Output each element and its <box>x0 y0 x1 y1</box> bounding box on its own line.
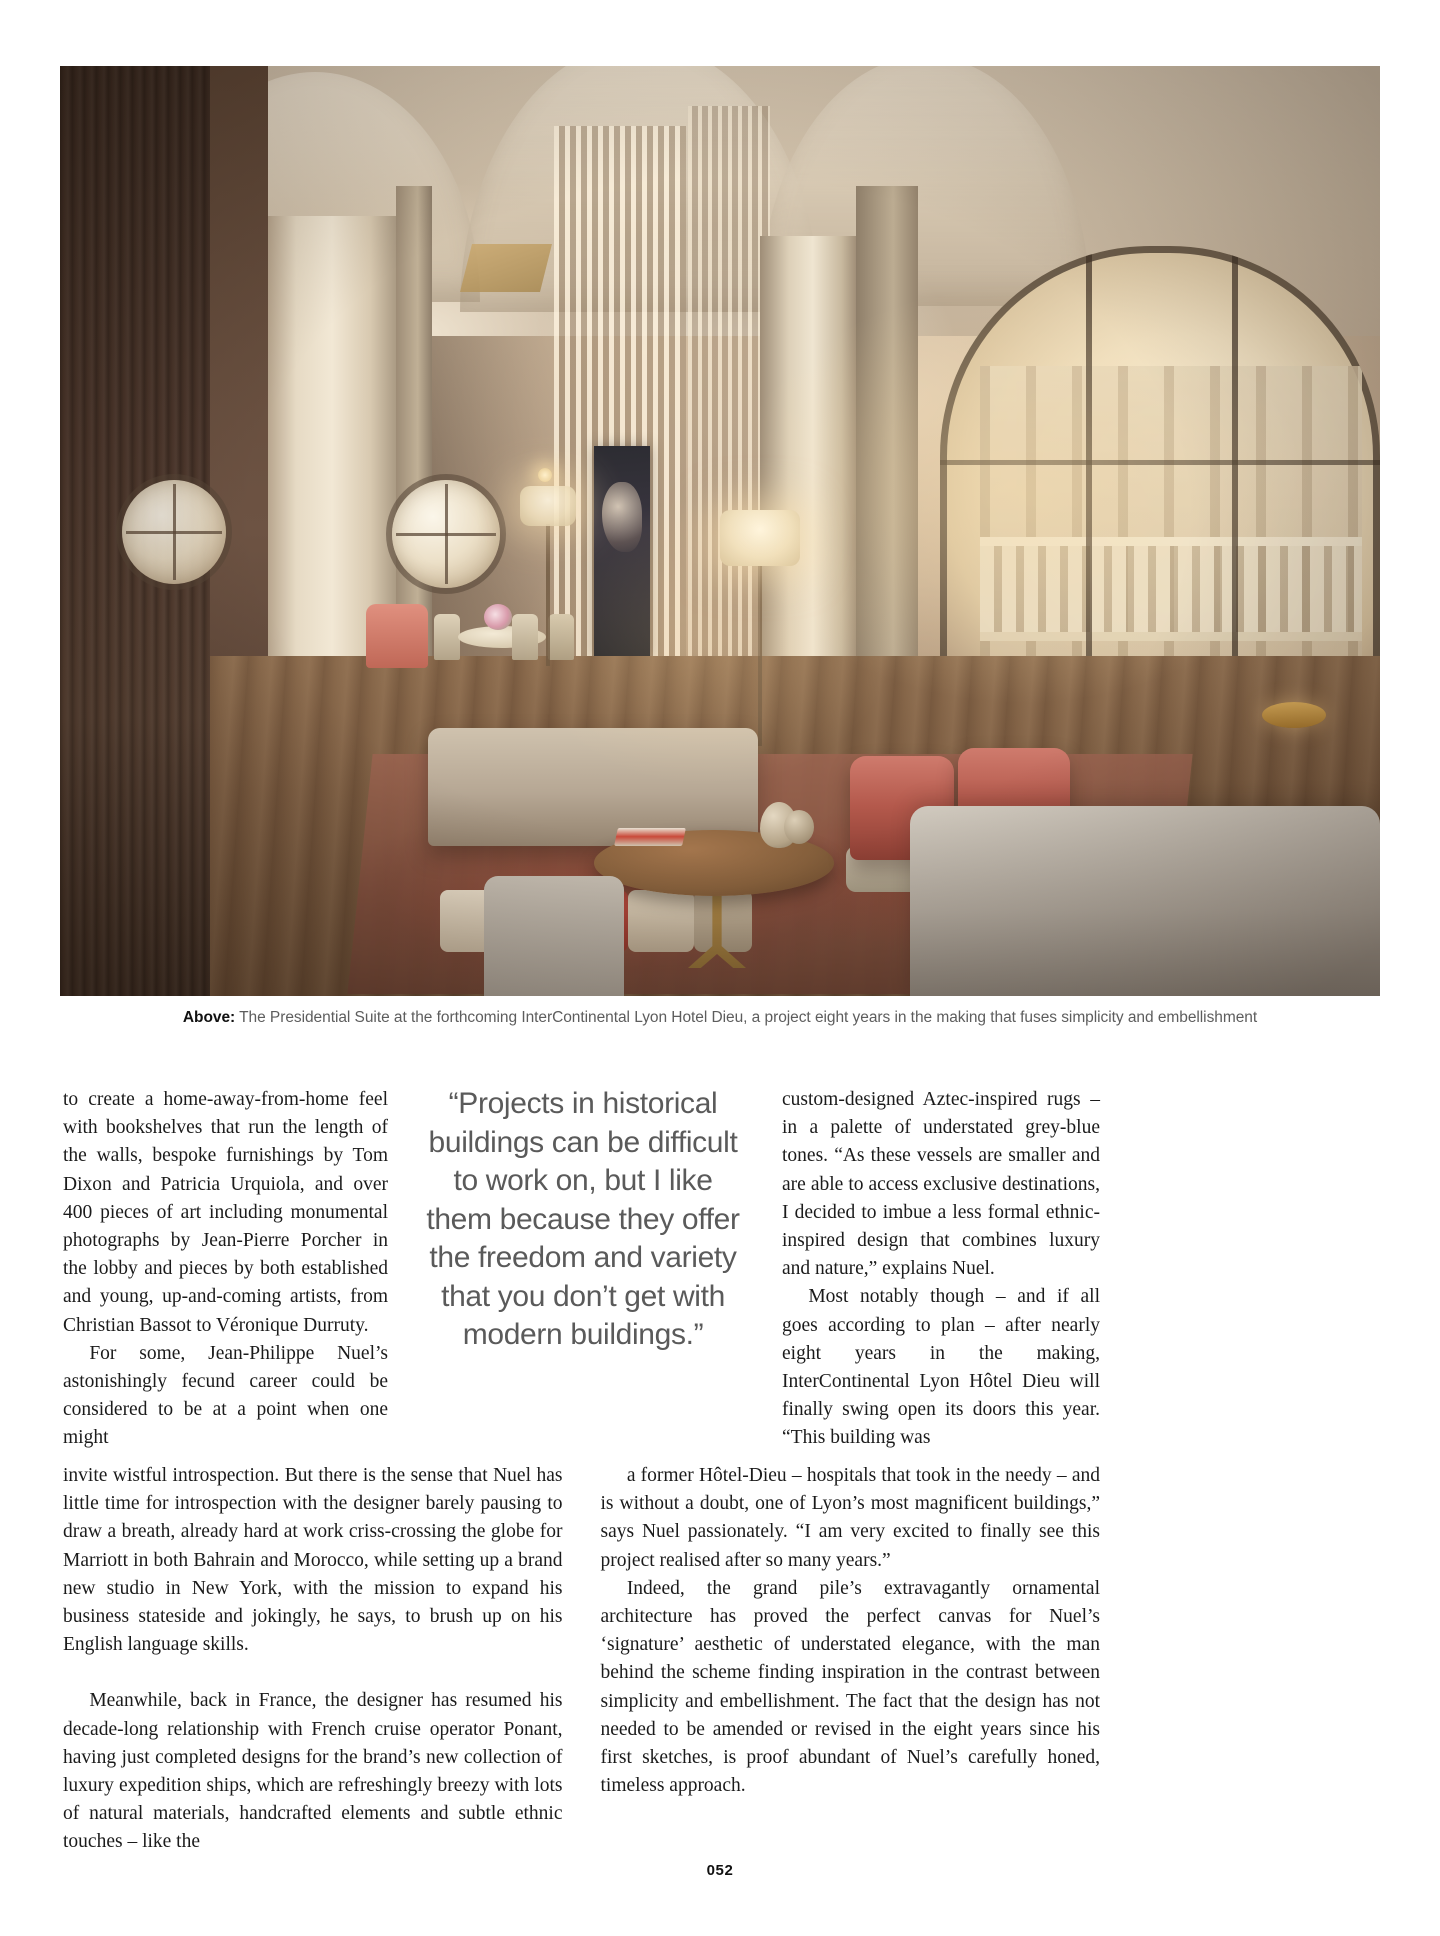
body-column-left <box>63 1086 388 1453</box>
paragraph: Indeed, the grand pile’s extravagantly ornamental architecture has proved the perfect canvas for Nuel’s ‘signature’ aesthetic of understated elegance, with the man behind the scheme finding inspiration in the contrast between simplicity and embellishment. The fact that the design has not needed to be amended or revised in the eight years since his first sketches, is proof abundant of Nuel’s carefully honed, timeless approach. <box>600 1577 1100 1797</box>
window-transom <box>940 460 1380 465</box>
paragraph: to create a home-away-from-home feel with bookshelves that run the length of the walls, bespoke furnishings by Tom Dixon and Patricia Urquiola, and over 400 pieces of art including monumental photographs by Jean-Pierre Porcher in the lobby and pieces by both established and young, up-and-coming artists, from Christian Bassot to Véronique Durruty. <box>63 1089 388 1336</box>
caption-lead: Above: <box>182 1009 236 1026</box>
paragraph: a former Hôtel-Dieu – hospitals that took in the needy – and is without a doubt, one of Lyon’s most magnificent buildings,” says Nuel passionately. “I am very excited to finally see this project realised after so many years.” <box>600 1465 1100 1571</box>
courtyard-facade <box>980 366 1362 696</box>
brass-side-table <box>1262 702 1326 728</box>
caption-text: The Presidential Suite at the forthcoming InterContinental Lyon Hotel Dieu, a project eight years in the making that fuses simplicity and embellishment <box>235 1009 1258 1026</box>
paragraph: Meanwhile, back in France, the designer has resumed his decade-long relationship with French cruise operator Ponant, having just completed designs for the brand’s new collection of luxury expedition ships, which are refreshingly breezy with lots of natural materials, handcrafted elements and subtle ethnic touches – like the <box>63 1690 563 1853</box>
table-lamp <box>520 486 576 526</box>
round-window-icon <box>392 480 500 588</box>
interior-render <box>60 66 1380 996</box>
wall-artwork <box>594 446 650 658</box>
cushion <box>694 890 752 952</box>
pull-quote: “Projects in historical buildings can be difficult to work on, but I like them because they offer the freedom and variety that you don’t get with modern buildings.” <box>426 1087 740 1351</box>
hero-interior-photo <box>60 66 1380 996</box>
ceramic-vessel <box>784 810 814 844</box>
paragraph: invite wistful introspection. But there is the sense that Nuel has little time for introspection with the designer barely pausing to draw a breath, already hard at work criss-crossing the globe for Marriott in both Bahrain and Morocco, while setting up a brand new studio in New York, with the mission to expand his business stateside and jokingly, he says, to brush up on his English language skills. <box>63 1465 563 1656</box>
round-window-icon <box>122 480 226 584</box>
pink-accent-chair <box>366 604 428 668</box>
image-caption <box>60 1008 1380 1028</box>
paragraph: custom-designed Aztec-inspired rugs – in a palette of understated grey-blue tones. “As these vessels are smaller and are able to access exclusive destinations, I decided to imbue a less formal ethnic-inspired design that combines luxury and nature,” explains Nuel. <box>782 1089 1100 1280</box>
stone-balustrade <box>980 546 1362 632</box>
ceiling-light-panel <box>460 244 552 292</box>
cushion <box>628 890 694 952</box>
pendant-light <box>538 468 552 482</box>
sectional-arm <box>484 876 624 996</box>
page-number: 052 <box>706 1862 734 1879</box>
foreground-sectional-sofa <box>910 806 1380 996</box>
flower-arrangement <box>484 604 512 630</box>
floor-lamp <box>720 510 800 566</box>
lamp-stem <box>546 524 550 666</box>
sofa <box>428 728 758 846</box>
books-on-table <box>614 828 686 846</box>
paragraph: Most notably though – and if all goes according to plan – after nearly eight years in the making, InterContinental Lyon Hôtel Dieu will finally swing open its doors this year. “This building was <box>782 1286 1100 1449</box>
dining-chair <box>548 614 574 660</box>
dining-chair <box>434 614 460 660</box>
paragraph: For some, Jean-Philippe Nuel’s astonishingly fecund career could be considered to be at a point when one might <box>63 1342 388 1449</box>
body-column-right <box>782 1086 1100 1453</box>
lamp-stem <box>758 564 762 746</box>
dining-chair <box>512 614 538 660</box>
body-wide-two-column <box>63 1462 1100 1857</box>
